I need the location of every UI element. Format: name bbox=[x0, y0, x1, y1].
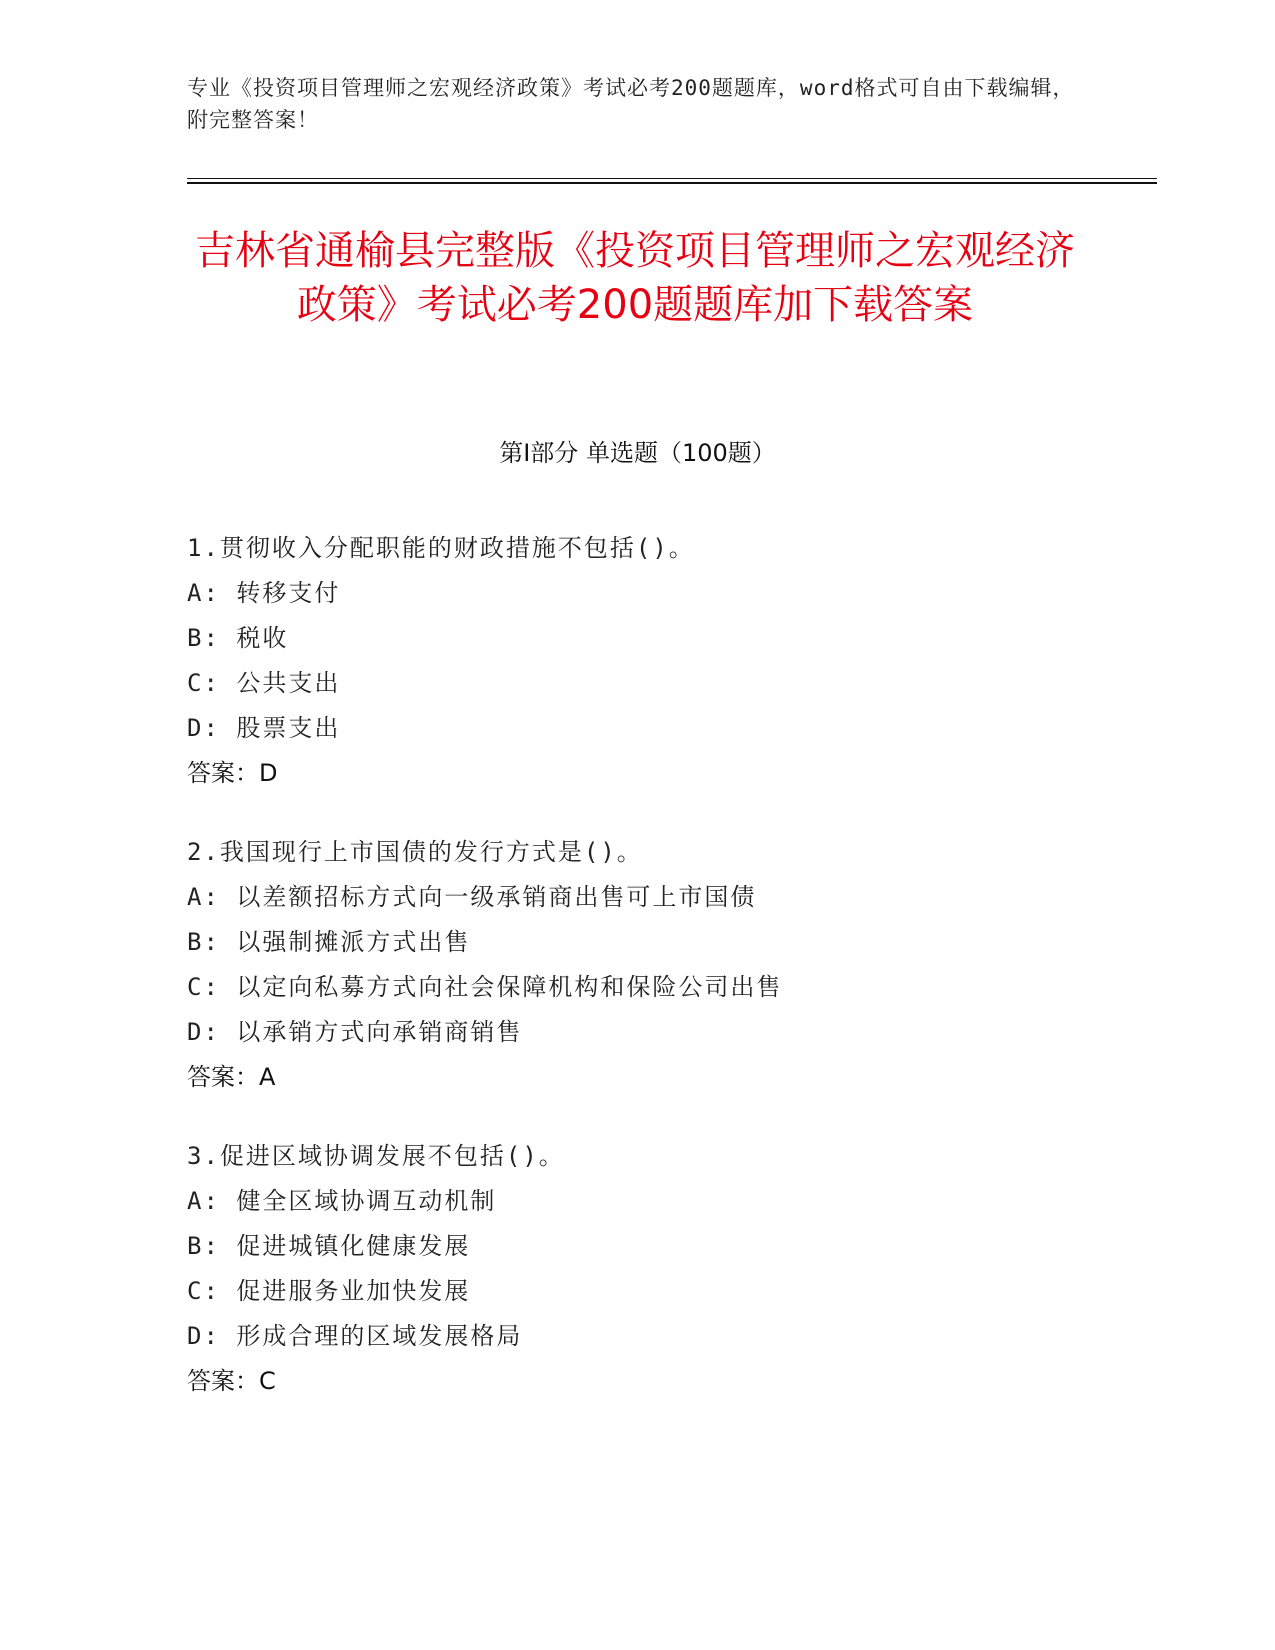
section-heading: 第I部分 单选题（100题） bbox=[499, 439, 776, 467]
question-stem: 2.我国现行上市国债的发行方式是()。 bbox=[187, 838, 643, 866]
option-b: B: 以强制摊派方式出售 bbox=[187, 928, 471, 956]
option-d: D: 形成合理的区域发展格局 bbox=[187, 1322, 523, 1350]
header-note: 专业《投资项目管理师之宏观经济政策》考试必考200题题库，word格式可自由下载编辑，附完整答案！ bbox=[187, 76, 1075, 132]
answer-line: 答案：A bbox=[187, 1063, 276, 1091]
question-2 bbox=[187, 830, 1147, 1100]
answer-line: 答案：C bbox=[187, 1367, 276, 1395]
option-b: B: 税收 bbox=[187, 624, 289, 652]
option-a: A: 转移支付 bbox=[187, 579, 341, 607]
option-a: A: 以差额招标方式向一级承销商出售可上市国债 bbox=[187, 883, 757, 911]
question-1 bbox=[187, 526, 1147, 796]
option-d: D: 以承销方式向承销商销售 bbox=[187, 1018, 523, 1046]
question-list bbox=[187, 526, 1147, 1438]
question-3 bbox=[187, 1134, 1147, 1404]
option-d: D: 股票支出 bbox=[187, 714, 341, 742]
header-divider-thin bbox=[187, 178, 1157, 179]
option-c: C: 以定向私募方式向社会保障机构和保险公司出售 bbox=[187, 973, 783, 1001]
header-divider-thick bbox=[187, 182, 1157, 184]
option-a: A: 健全区域协调互动机制 bbox=[187, 1187, 497, 1215]
answer-line: 答案：D bbox=[187, 759, 278, 787]
question-stem: 3.促进区域协调发展不包括()。 bbox=[187, 1142, 565, 1170]
question-stem: 1.贯彻收入分配职能的财政措施不包括()。 bbox=[187, 534, 695, 562]
document-title: 吉林省通榆县完整版《投资项目管理师之宏观经济政策》考试必考200题题库加下载答案 bbox=[195, 228, 1075, 328]
option-c: C: 促进服务业加快发展 bbox=[187, 1277, 471, 1305]
option-b: B: 促进城镇化健康发展 bbox=[187, 1232, 471, 1260]
option-c: C: 公共支出 bbox=[187, 669, 341, 697]
